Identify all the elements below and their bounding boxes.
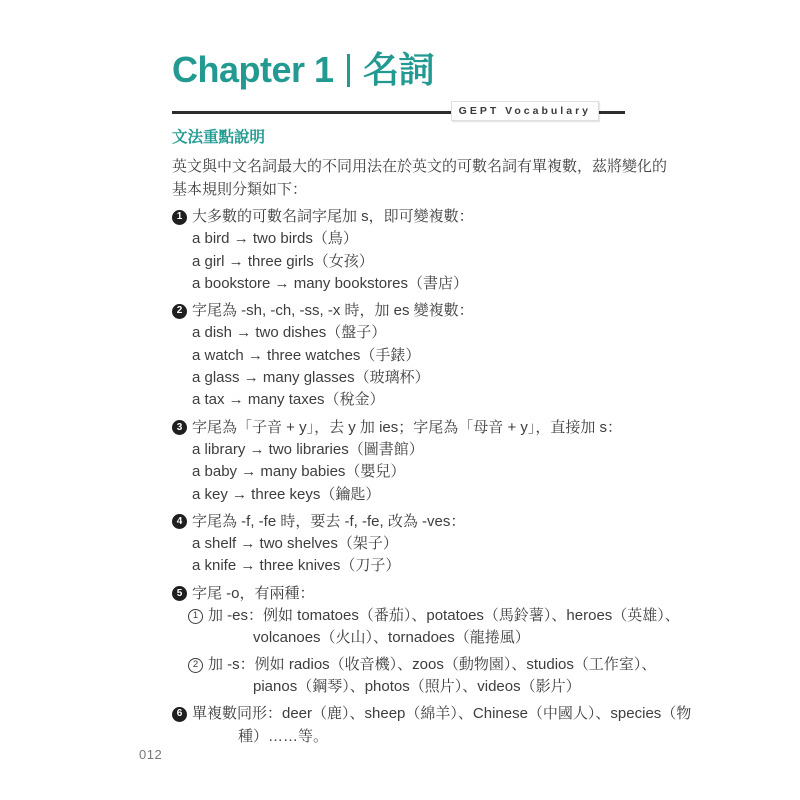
grammar-rule-2 (172, 300, 642, 411)
sub-rule-text: 加 -es：例如 tomatoes（番茄）、potatoes（馬鈴薯）、heroes（英雄）、 (208, 607, 680, 625)
sub-rule-text: 加 -s：例如 radios（收音機）、zoos（動物園）、studios（工作室）、 (208, 655, 657, 673)
grammar-rule-4 (172, 511, 642, 578)
rule-heading-row (172, 583, 642, 605)
rule-heading-text: 大多數的可數名詞字尾加 s，即可變複數： (192, 208, 474, 225)
intro-line: 英文與中文名詞最大的不同用法在於英文的可數名詞有單複數，茲將變化的 (172, 158, 668, 175)
example-line: a watch → three watches（手錶） (192, 346, 421, 364)
sub-rule-number-badge: 1 (188, 609, 203, 624)
page-number: 012 (139, 747, 163, 762)
example-line: a glass → many glasses（玻璃杯） (192, 369, 430, 387)
grammar-rule-3 (172, 417, 642, 506)
example-line: a bird → two birds（鳥） (192, 230, 358, 248)
chapter-title (172, 48, 642, 92)
rule-continuation: 種）……等。 (238, 727, 329, 745)
rule-heading-text: 字尾為 -f, -fe 時，要去 -f, -fe, 改為 -ves： (192, 512, 466, 530)
example-line: a shelf → two shelves（架子） (192, 535, 398, 553)
title-divider-bar (347, 54, 351, 87)
rule-heading-row (172, 511, 642, 533)
example-line: a key → three keys（鑰匙） (192, 485, 381, 503)
example-line: a dish → two dishes（盤子） (192, 324, 387, 342)
rule-number-badge: 3 (172, 420, 187, 435)
intro-paragraph (172, 155, 668, 201)
intro-line: 基本規則分類如下： (172, 181, 308, 198)
rule-heading-row (172, 300, 642, 322)
example-line: a bookstore → many bookstores（書店） (192, 274, 468, 292)
rule-number-badge: 6 (172, 707, 187, 722)
rule-heading-row (172, 703, 692, 725)
rule-number-badge: 1 (172, 210, 187, 225)
rule-number-badge: 4 (172, 514, 187, 529)
header-divider-rule (172, 105, 625, 117)
example-line: a tax → many taxes（稅金） (192, 391, 385, 409)
rule-number-badge: 2 (172, 304, 187, 319)
grammar-rule-1 (172, 206, 642, 295)
rule-heading-text: 字尾為「子音 + y」，去 y 加 ies；字尾為「母音 + y」，直接加 s： (192, 418, 623, 436)
sub-rule-number-badge: 2 (188, 658, 203, 673)
grammar-rule-6 (172, 703, 692, 748)
rule-heading-text: 字尾為 -sh, -ch, -ss, -x 時，加 es 變複數： (192, 302, 474, 320)
series-badge: GEPT Vocabulary (451, 101, 599, 121)
example-line: a girl → three girls（女孩） (192, 252, 374, 270)
rule-number-badge: 5 (172, 586, 187, 601)
example-line: a knife → three knives（刀子） (192, 557, 401, 575)
rule-heading-text: 單複數同形：deer（鹿）、sheep（綿羊）、Chinese（中國人）、species（物 (192, 705, 692, 723)
example-line: a library → two libraries（圖書館） (192, 440, 424, 458)
sub-rule-continuation: pianos（鋼琴）、photos（照片）、videos（影片） (253, 677, 581, 695)
grammar-rule-5 (172, 583, 680, 698)
example-line: a baby → many babies（嬰兒） (192, 463, 406, 481)
rule-heading-text: 字尾 -o，有兩種： (192, 584, 315, 602)
sub-rule-row (172, 605, 680, 627)
rule-heading-row (172, 206, 642, 228)
chapter-number: Chapter 1 (172, 49, 334, 90)
sub-rule-continuation: volcanoes（火山）、tornadoes（龍捲風） (253, 629, 530, 647)
page-content (172, 48, 692, 748)
rule-heading-row (172, 417, 642, 439)
sub-rule-row (172, 654, 657, 676)
grammar-section-heading: 文法重點說明 (172, 129, 266, 146)
chapter-subject: 名詞 (363, 49, 435, 90)
